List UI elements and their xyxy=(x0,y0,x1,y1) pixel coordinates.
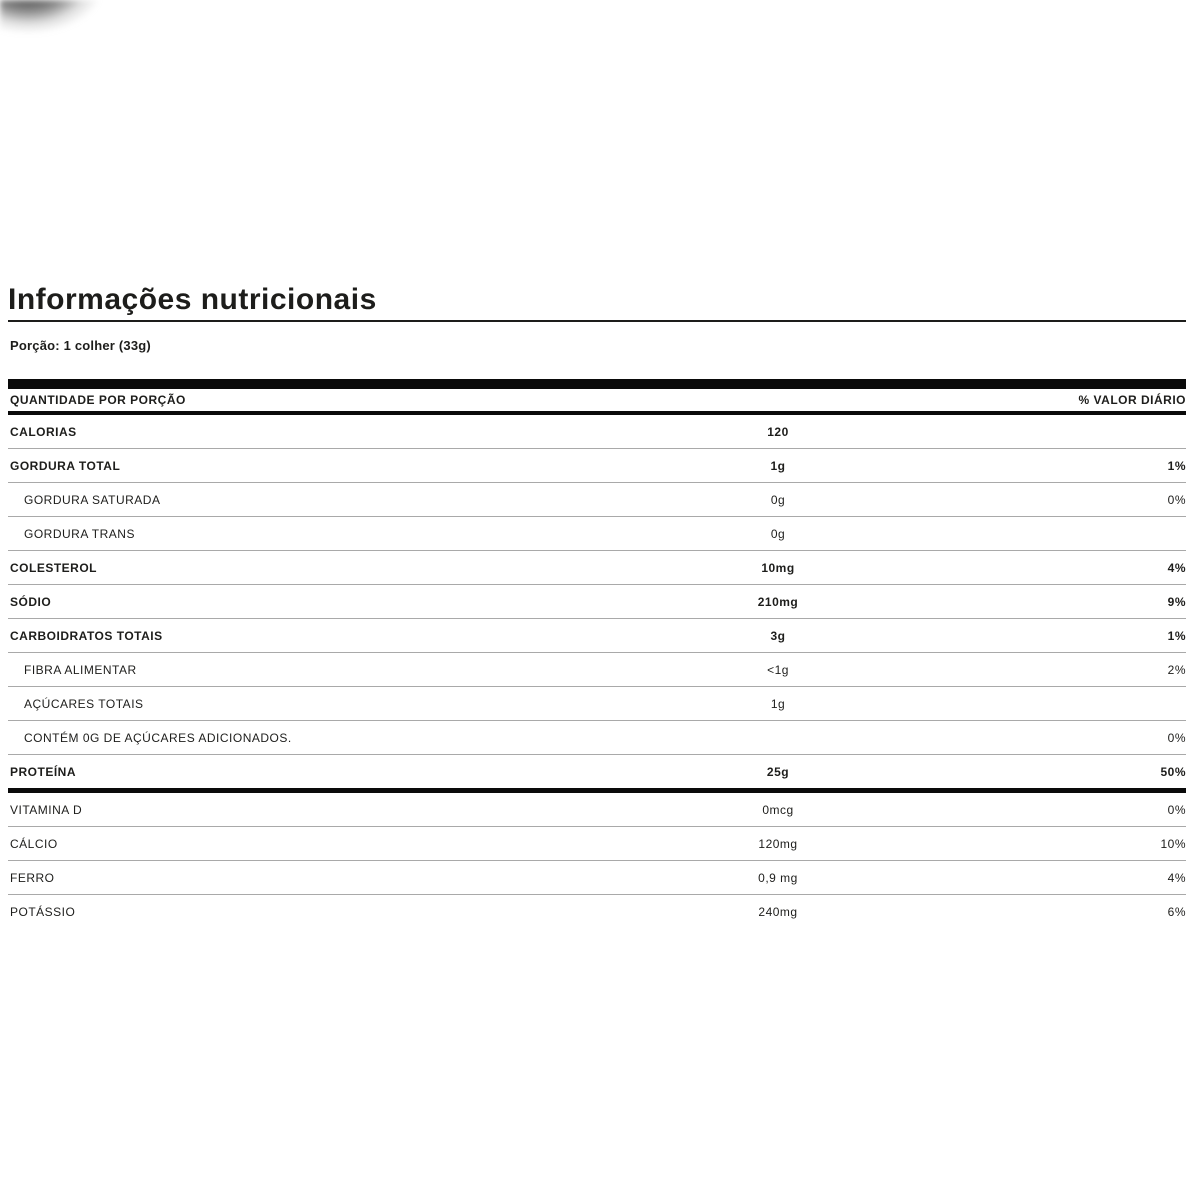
table-row-carboidratos-totais xyxy=(8,619,1186,653)
nutrient-dv: 6% xyxy=(1167,904,1186,919)
page-title: Informações nutricionais xyxy=(8,283,377,316)
serving-size: Porção: 1 colher (33g) xyxy=(10,338,151,353)
table-row-gordura-saturada xyxy=(8,483,1186,517)
nutrient-label: POTÁSSIO xyxy=(10,904,76,919)
table-row-vitamina-d xyxy=(8,793,1186,827)
nutrient-label: AÇÚCARES TOTAIS xyxy=(24,696,144,711)
nutrient-label: CALORIAS xyxy=(10,424,77,439)
table-row-acucares-totais xyxy=(8,687,1186,721)
nutrient-label: COLESTEROL xyxy=(10,560,98,575)
table-row-gordura-total xyxy=(8,449,1186,483)
nutrient-amount: 0g xyxy=(770,526,786,541)
nutrient-dv: 1% xyxy=(1167,628,1186,643)
nutrient-amount: 1g xyxy=(770,696,786,711)
nutrition-label xyxy=(8,283,1186,928)
nutrient-amount: 25g xyxy=(766,764,790,779)
table-row-calorias xyxy=(8,415,1186,449)
nutrient-label: CONTÉM 0G DE AÇÚCARES ADICIONADOS. xyxy=(24,730,292,745)
column-header-amount-per-serving: QUANTIDADE POR PORÇÃO xyxy=(10,393,186,407)
nutrient-dv: 1% xyxy=(1167,458,1186,473)
table-row-colesterol xyxy=(8,551,1186,585)
nutrient-amount: 3g xyxy=(770,628,786,643)
nutrient-label: FIBRA ALIMENTAR xyxy=(24,662,137,677)
nutrient-dv: 50% xyxy=(1160,764,1186,779)
table-row-potassio xyxy=(8,895,1186,928)
table-row-fibra-alimentar xyxy=(8,653,1186,687)
nutrient-dv: 10% xyxy=(1160,836,1186,851)
table-row-proteina xyxy=(8,755,1186,788)
nutrient-label: SÓDIO xyxy=(10,594,52,609)
nutrient-dv: 4% xyxy=(1167,870,1186,885)
nutrient-dv: 9% xyxy=(1167,594,1186,609)
nutrition-table xyxy=(8,379,1186,928)
nutrient-label: FERRO xyxy=(10,870,55,885)
column-header-daily-value: % VALOR DIÁRIO xyxy=(1078,393,1186,407)
micronutrient-rows xyxy=(8,793,1186,928)
nutrient-amount: 120mg xyxy=(758,836,798,851)
nutrient-amount: 1g xyxy=(770,458,786,473)
table-row-calcio xyxy=(8,827,1186,861)
nutrient-dv: 0% xyxy=(1167,492,1186,507)
nutrient-label: PROTEÍNA xyxy=(10,764,77,779)
photo-corner-smudge xyxy=(0,0,120,80)
table-header-row xyxy=(8,389,1186,415)
nutrient-label: VITAMINA D xyxy=(10,802,83,817)
nutrient-dv: 4% xyxy=(1167,560,1186,575)
nutrient-dv: 0% xyxy=(1167,802,1186,817)
nutrient-label: CARBOIDRATOS TOTAIS xyxy=(10,628,163,643)
nutrient-amount: 210mg xyxy=(757,594,799,609)
table-top-bar xyxy=(8,379,1186,389)
nutrient-amount: 0mcg xyxy=(762,802,794,817)
table-row-ferro xyxy=(8,861,1186,895)
nutrient-label: CÁLCIO xyxy=(10,836,58,851)
nutrient-amount: 120 xyxy=(767,424,789,439)
table-row-sodio xyxy=(8,585,1186,619)
main-nutrient-rows xyxy=(8,415,1186,788)
table-row-acucares-adicionados xyxy=(8,721,1186,755)
nutrient-amount: 10mg xyxy=(761,560,795,575)
nutrient-label: GORDURA SATURADA xyxy=(24,492,161,507)
table-row-gordura-trans xyxy=(8,517,1186,551)
nutrient-amount: 240mg xyxy=(758,904,798,919)
nutrient-dv: 0% xyxy=(1167,730,1186,745)
nutrient-amount: 0g xyxy=(770,492,786,507)
nutrient-amount: 0,9 mg xyxy=(758,870,798,885)
nutrient-amount: <1g xyxy=(767,662,789,677)
nutrient-dv: 2% xyxy=(1167,662,1186,677)
nutrient-label: GORDURA TRANS xyxy=(24,526,135,541)
nutrient-label: GORDURA TOTAL xyxy=(10,458,121,473)
title-underline xyxy=(8,320,1186,322)
